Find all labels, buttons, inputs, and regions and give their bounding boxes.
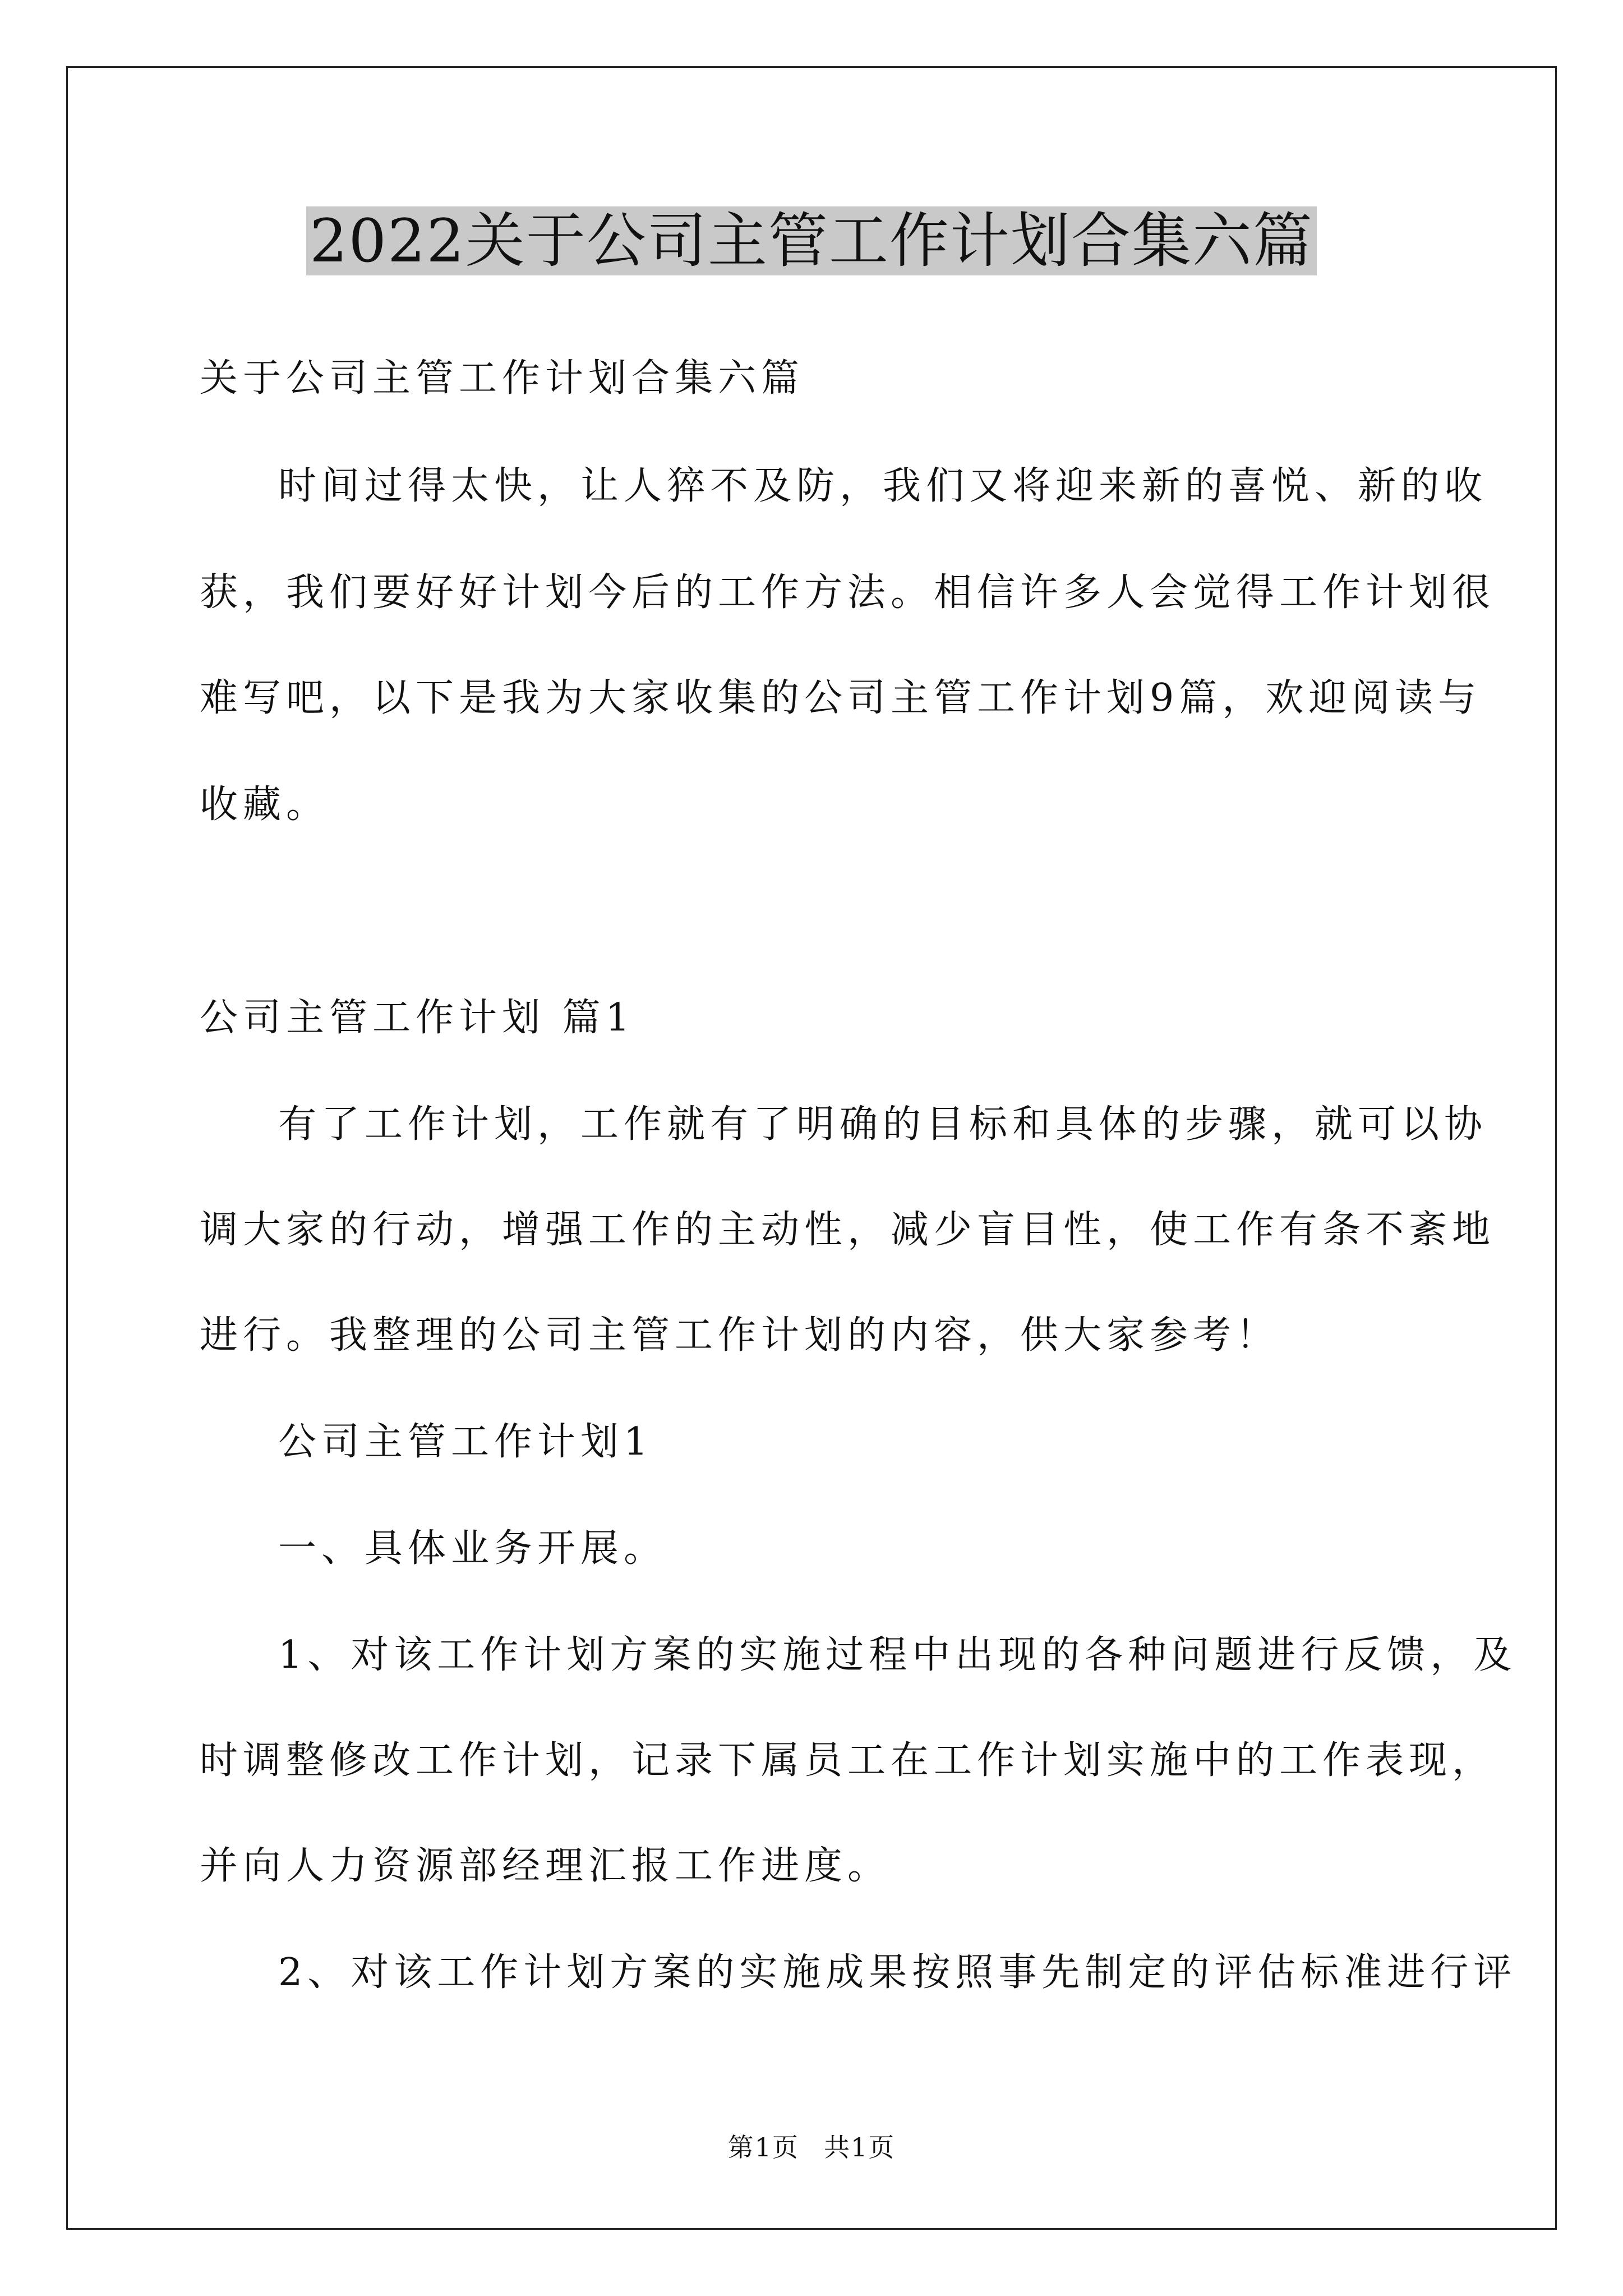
intro-line-3: 难写吧，以下是我为大家收集的公司主管工作计划9篇，欢迎阅读与	[200, 676, 1482, 720]
item1-line-1: 1、对该工作计划方案的实施过程中出现的各种问题进行反馈，及	[278, 1633, 1517, 1677]
plan-title: 公司主管工作计划1	[278, 1420, 653, 1464]
intro-line-4: 收藏。	[200, 783, 330, 827]
section-line-3: 进行。我整理的公司主管工作计划的内容，供大家参考！	[200, 1313, 1280, 1358]
page-number-total: 共1页	[824, 2132, 896, 2162]
document-title-text: 2022关于公司主管工作计划合集六篇	[306, 206, 1317, 275]
intro-line-1: 时间过得太快，让人猝不及防，我们又将迎来新的喜悦、新的收	[278, 464, 1488, 508]
section-line-1: 有了工作计划，工作就有了明确的目标和具体的步骤，就可以协	[278, 1102, 1488, 1147]
part-heading: 一、具体业务开展。	[278, 1526, 667, 1571]
document-title	[0, 202, 1623, 280]
section-heading: 公司主管工作计划 篇1	[200, 996, 635, 1040]
page-footer	[0, 2131, 1623, 2164]
section-line-2: 调大家的行动，增强工作的主动性，减少盲目性，使工作有条不紊地	[200, 1208, 1496, 1252]
item1-line-2: 时调整修改工作计划，记录下属员工在工作计划实施中的工作表现，	[200, 1738, 1496, 1783]
item1-line-3: 并向人力资源部经理汇报工作进度。	[200, 1844, 891, 1888]
item2-line-1: 2、对该工作计划方案的实施成果按照事先制定的评估标准进行评	[278, 1950, 1517, 1995]
intro-line-2: 获，我们要好好计划今后的工作方法。相信许多人会觉得工作计划很	[200, 570, 1496, 615]
page-number-current: 第1页	[727, 2132, 799, 2162]
subtitle: 关于公司主管工作计划合集六篇	[200, 356, 805, 401]
